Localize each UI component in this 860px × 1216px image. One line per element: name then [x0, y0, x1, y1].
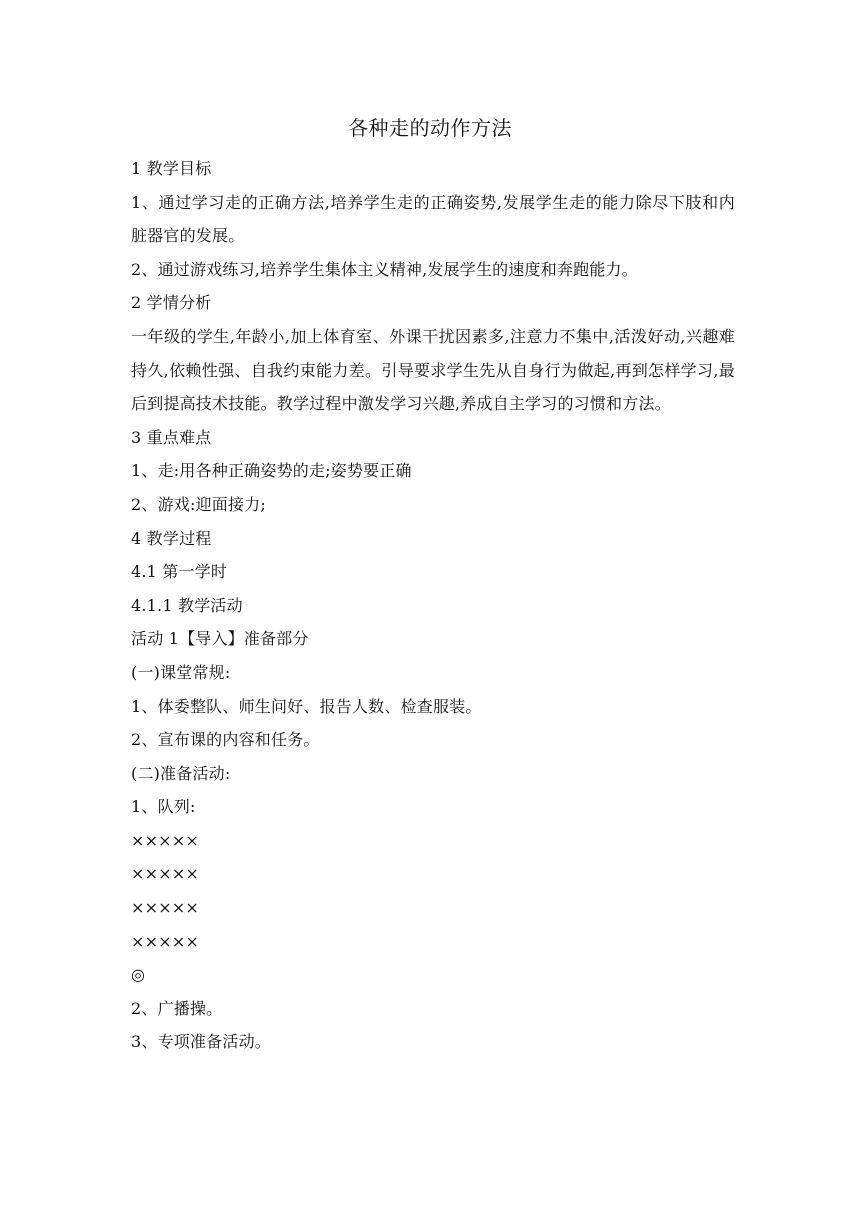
heading-teaching-process: 4 教学过程 [131, 528, 212, 548]
warmup-item-3: 3、专项准备活动。 [131, 1032, 271, 1052]
class-routine-heading: (一)课堂常规: [131, 662, 231, 682]
heading-first-period: 4.1 第一学时 [131, 562, 228, 582]
heading-student-analysis: 2 学情分析 [131, 293, 212, 313]
goal-item-2: 2、通过游戏练习,培养学生集体主义精神,发展学生的速度和奔跑能力。 [131, 259, 638, 279]
heading-teaching-activities: 4.1.1 教学活动 [131, 595, 243, 615]
formation-row: ××××× [131, 931, 200, 951]
formation-row: ××××× [131, 830, 200, 850]
formation-heading: 1、队列: [131, 797, 196, 817]
warmup-item-2: 2、广播操。 [131, 998, 223, 1018]
activity-1-heading: 活动 1【导入】准备部分 [131, 629, 309, 649]
class-routine-item-1: 1、体委整队、师生问好、报告人数、检查服装。 [131, 696, 482, 716]
key-point-1: 1、走:用各种正确姿势的走;姿势要正确 [131, 461, 412, 481]
warmup-heading: (二)准备活动: [131, 763, 231, 783]
key-point-2: 2、游戏:迎面接力; [131, 494, 266, 514]
document-body [131, 152, 735, 1059]
teacher-position-symbol: ◎ [131, 965, 146, 985]
formation-row: ××××× [131, 864, 200, 884]
heading-key-points: 3 重点难点 [131, 427, 212, 447]
heading-teaching-goals: 1 教学目标 [131, 159, 212, 178]
formation-row: ××××× [131, 898, 200, 918]
goal-item-1: 1、通过学习走的正确方法,培养学生走的正确姿势,发展学生走的能力除尽下肢和内脏器官的发展。 [131, 192, 735, 246]
class-routine-item-2: 2、宣布课的内容和任务。 [131, 730, 320, 750]
document-title: 各种走的动作方法 [348, 116, 512, 140]
student-analysis-paragraph: 一年级的学生,年龄小,加上体育室、外课干扰因素多,注意力不集中,活泼好动,兴趣难持久,依赖性强、自我约束能力差。引导要求学生先从自身行为做起,再到怎样学习,最后到提高技术技能。教学过程中激发学习兴趣,养成自主学习的习惯和方法。 [131, 326, 735, 414]
